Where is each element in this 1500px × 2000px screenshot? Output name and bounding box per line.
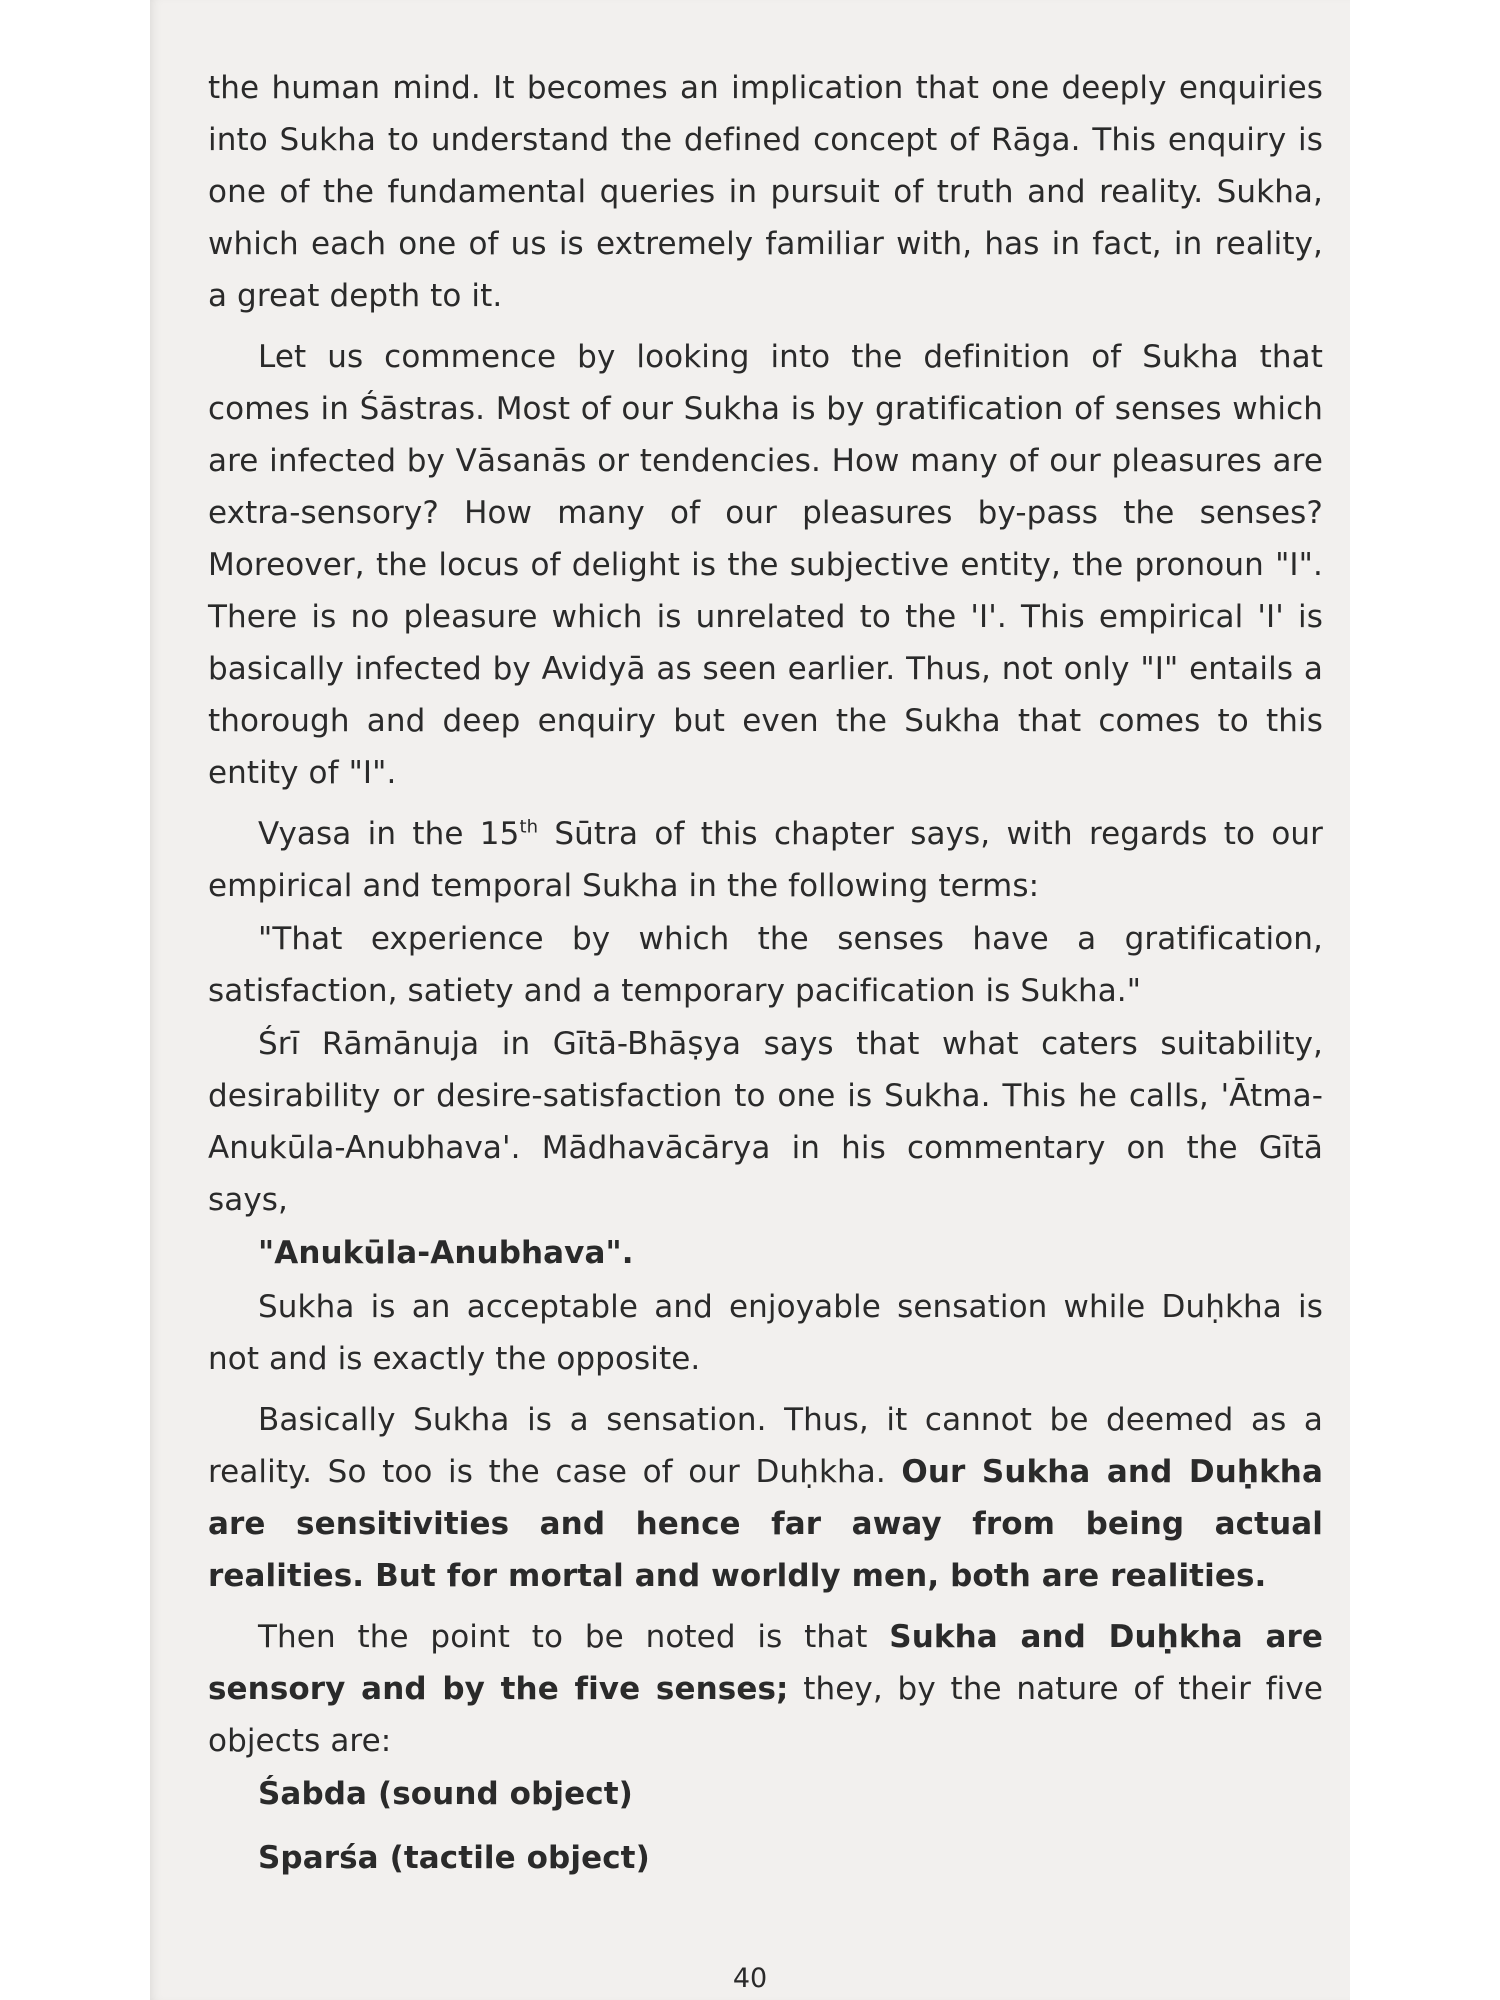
paragraph-five-senses-end: they, by the nature of their five objects are: (208, 1671, 1323, 1759)
paragraph-sensation-bold: Our Sukha and Duḥkha are sensitivities and hence far away from being actual realities. But for mortal and worldly men, both are realities. (208, 1454, 1323, 1594)
paragraph-3-start: Vyasa in the 15 (258, 816, 520, 852)
paragraph-2: Let us commence by looking into the definition of Sukha that comes in Śāstras. Most of our Sukha is by gratification of senses which are infected by Vāsanās or tendencies. How many of our pleasures are extra-sensory? How many of our pleasures by-pass the senses? Moreover, the locus of delight is the subjective entity, the pronoun "I". There is no pleasure which is unrelated to the 'I'. This empirical 'I' is basically infected by Avidyā as seen earlier. Thus, not only "I" entails a thorough and deep enquiry but even the Sukha that comes to this entity of "I". (208, 339, 1323, 791)
page-number: 40 (732, 1963, 768, 1994)
sutra-quote: "That experience by which the senses have a gratification, satisfaction, satiety and a temporary pacification is Sukha." (208, 921, 1323, 1009)
paragraph-3 (208, 808, 1323, 912)
list-item-sabda: Śabda (sound object) (258, 1776, 633, 1812)
paragraph-five-senses-bold: Sukha and Duḥkha are sensory and by the five senses; (208, 1619, 1323, 1707)
paragraph-1: the human mind. It becomes an implication that one deeply enquiries into Sukha to understand the defined concept of Rāga. This enquiry is one of the fundamental queries in pursuit of truth and reality. Sukha, which each one of us is extremely familiar with, has in fact, in reality, a great depth to it. (208, 70, 1323, 314)
ordinal-suffix: th (519, 816, 539, 838)
paragraph-ramanuja: Śrī Rāmānuja in Gītā-Bhāṣya says that what caters suitability, desirability or desire-satisfaction to one is Sukha. This he calls, 'Ātma-Anukūla-Anubhava'. Mādhavācārya in his commentary on the Gītā says, (208, 1026, 1323, 1218)
book-page (150, 0, 1350, 2000)
paragraph-sensation-plain: Basically Sukha is a sensation. Thus, it cannot be deemed as a reality. So too is the case of our Duḥkha. (208, 1402, 1323, 1490)
paragraph-sukha-duhkha: Sukha is an acceptable and enjoyable sensation while Duḥkha is not and is exactly the opposite. (208, 1289, 1323, 1377)
page-text (208, 62, 1323, 1896)
anukula-anubhava-heading: "Anukūla-Anubhava". (258, 1235, 634, 1271)
paragraph-five-senses (208, 1611, 1323, 1767)
list-item-sparsa: Sparśa (tactile object) (258, 1840, 650, 1876)
paragraph-3-end: Sūtra of this chapter says, with regards to our empirical and temporal Sukha in the following terms: (208, 816, 1324, 904)
paragraph-sensation (208, 1394, 1323, 1602)
paragraph-five-senses-start: Then the point to be noted is that (258, 1619, 890, 1655)
